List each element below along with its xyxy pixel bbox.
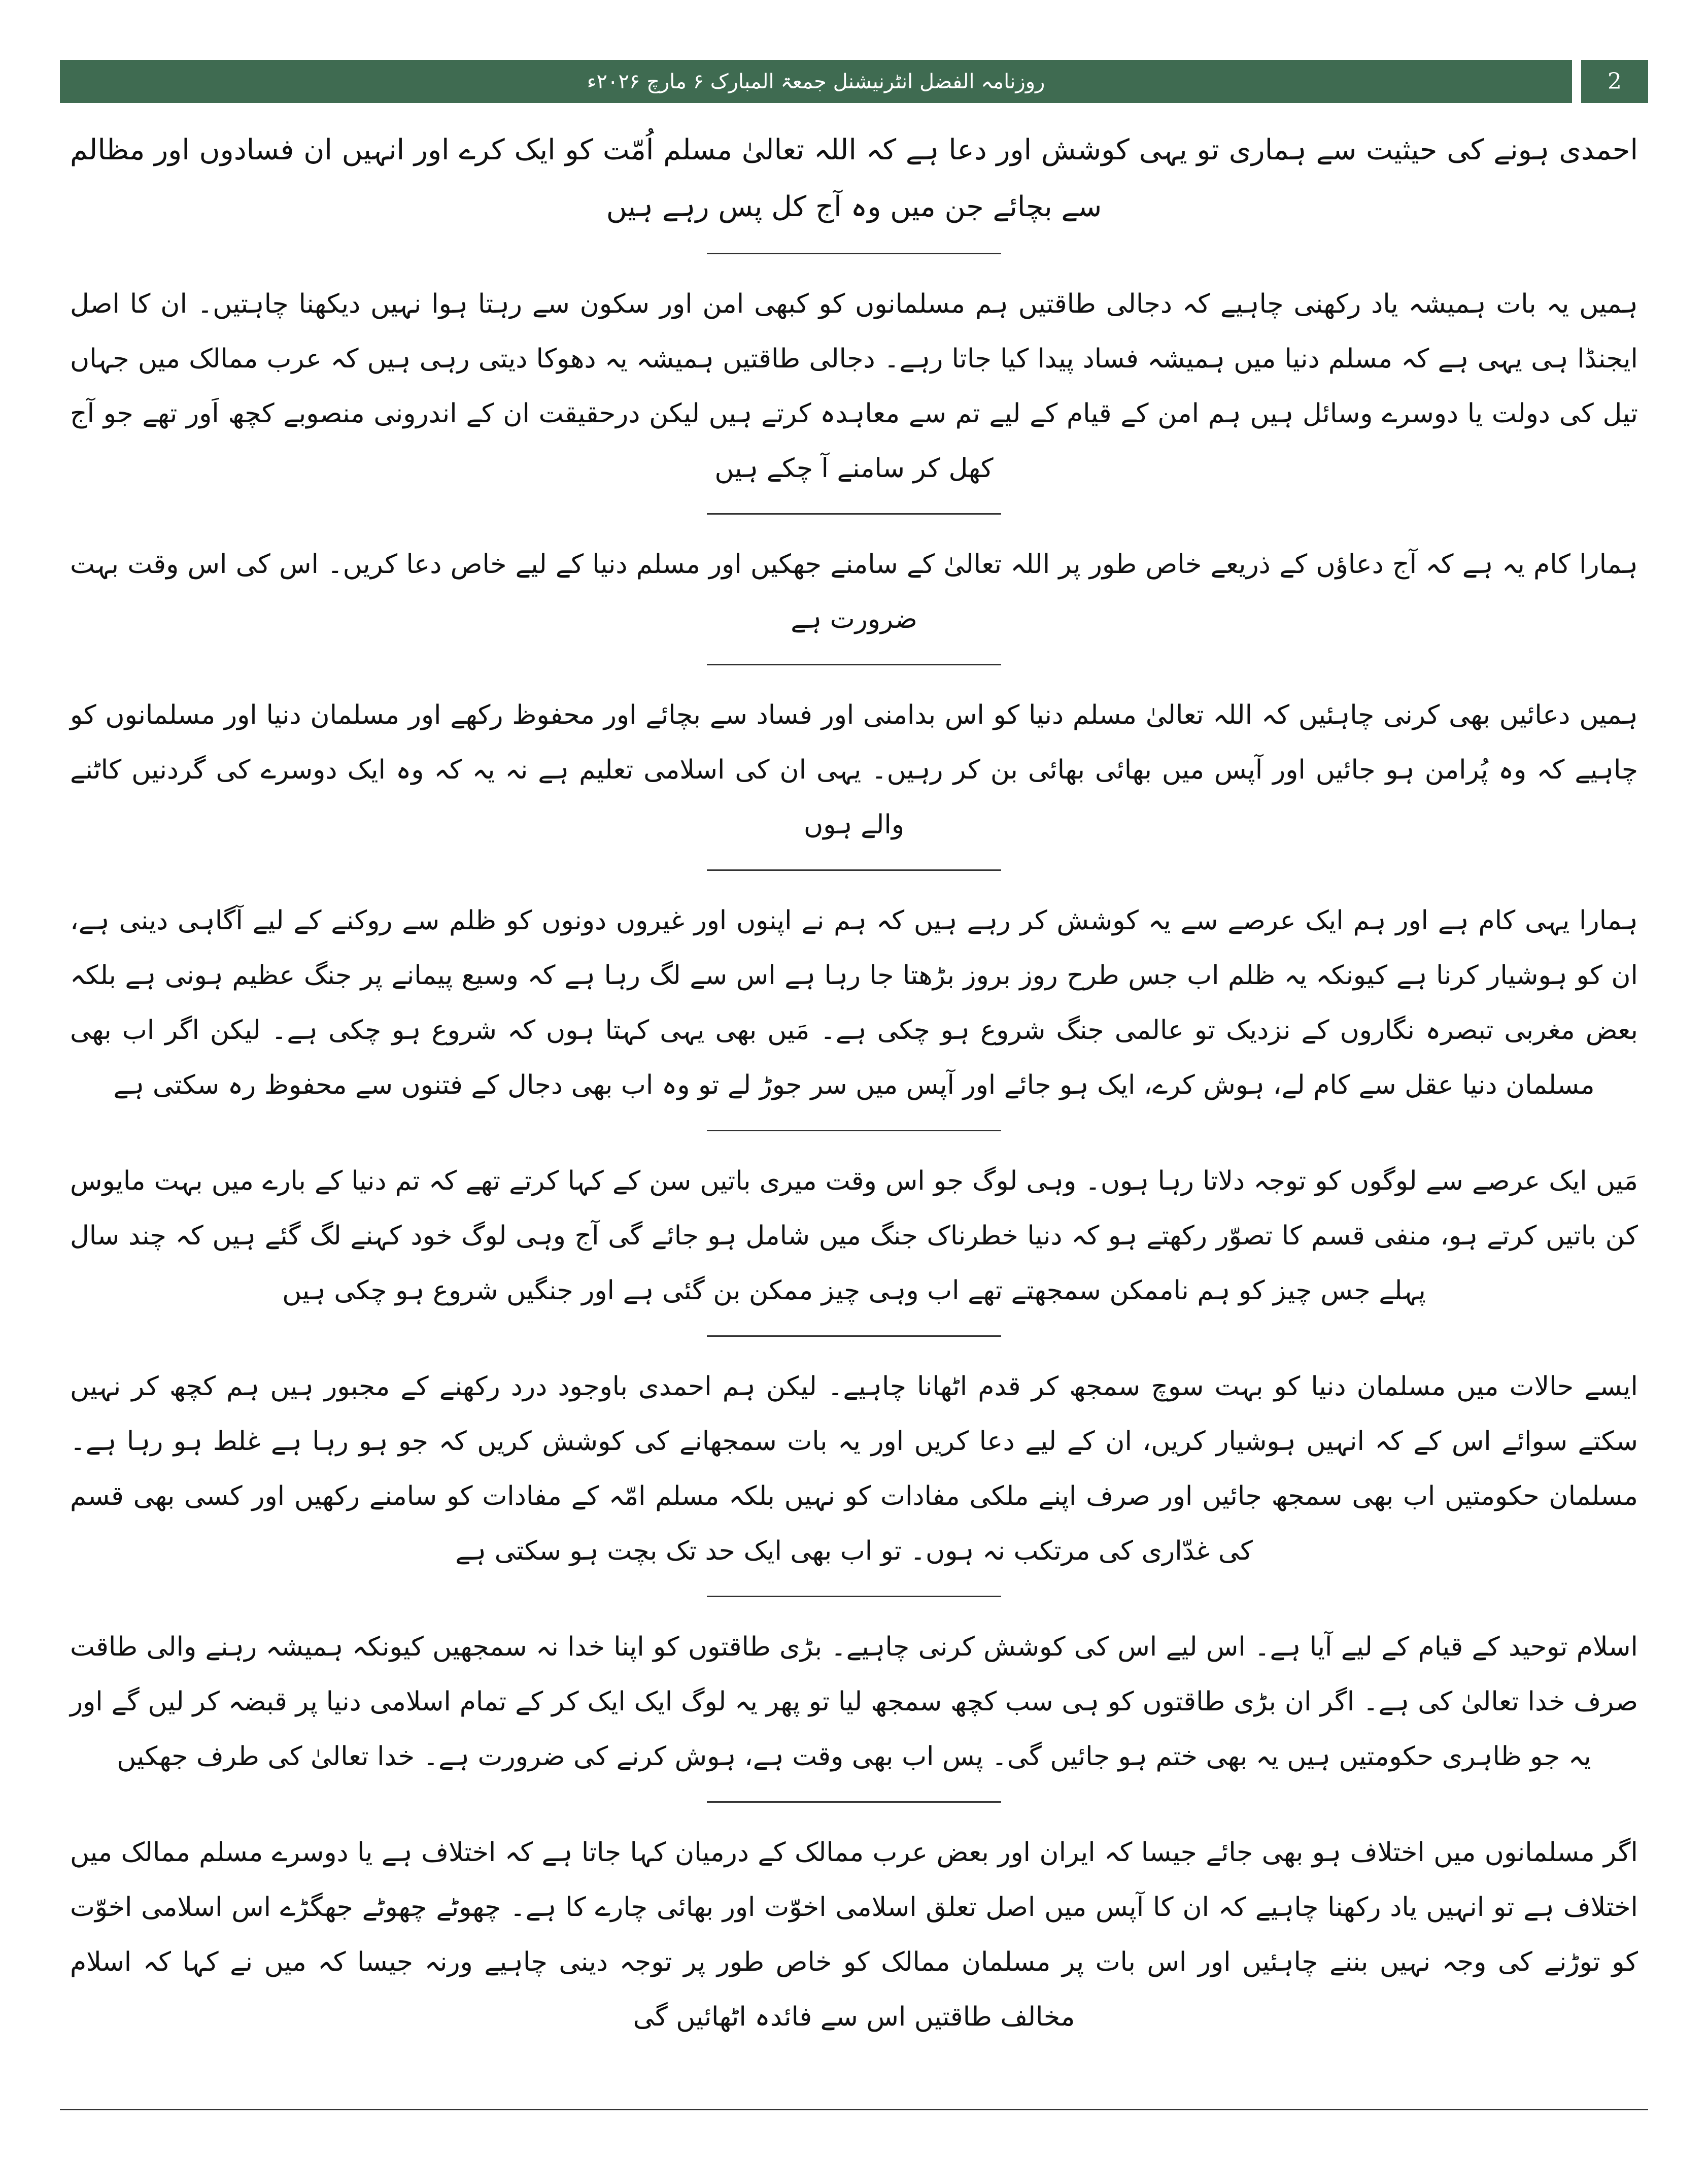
paragraph-9: اگر مسلمانوں میں اختلاف ہو بھی جائے جیسا کہ ایران اور بعض عرب ممالک کے درمیان کہا جاتا ہے کہ اختلاف ہے یا دوسرے مسلم ممالک میں اختلاف ہے تو انہیں یاد رکھنا چاہیے کہ ان کا آپس میں اصل تعلق اسلامی اخوّت اور بھائی چارے کا ہے۔ چھوٹے چھوٹے جھگڑے اس اسلامی اخوّت کو توڑنے کی وجہ نہیں بننے چاہئیں اور اس بات پر مسلمان ممالک کو خاص طور پر توجہ دینی چاہیے ورنہ جیسا کہ میں نے کہا کہ اسلام مخالف طاقتیں اس سے فائدہ اٹھائیں گی: [70, 1837, 1638, 2032]
newspaper-title-bar: [60, 60, 1572, 103]
section-divider: [707, 869, 1001, 871]
page-number-box: [1581, 60, 1648, 103]
section-divider: [707, 1801, 1001, 1803]
paragraph-2: ہمیں یہ بات ہمیشہ یاد رکھنی چاہیے کہ دجالی طاقتیں ہم مسلمانوں کو کبھی امن اور سکون سے رہتا ہوا نہیں دیکھنا چاہتیں۔ ان کا اصل ایجنڈا ہی یہی ہے کہ مسلم دنیا میں ہمیشہ فساد پیدا کیا جاتا رہے۔ دجالی طاقتیں ہمیشہ یہ دھوکا دیتی رہی ہیں کہ عرب ممالک میں جہاں تیل کی دولت یا دوسرے وسائل ہیں ہم امن کے قیام کے لیے تم سے معاہدہ کرتے ہیں لیکن درحقیقت ان کے اندرونی منصوبے کچھ اَور تھے جو آج کھل کر سامنے آ چکے ہیں: [70, 289, 1638, 484]
paragraph-1: احمدی ہونے کی حیثیت سے ہماری تو یہی کوشش اور دعا ہے کہ اللہ تعالیٰ مسلم اُمّت کو ایک کرے اور انہیں ان فسادوں اور مظالم سے بچائے جن میں وہ آج کل پس رہے ہیں: [70, 133, 1638, 223]
page-number: 2: [1608, 69, 1622, 94]
paragraph-6: مَیں ایک عرصے سے لوگوں کو توجہ دلاتا رہا ہوں۔ وہی لوگ جو اس وقت میری باتیں سن کے کہا کرتے تھے کہ تم دنیا کے بارے میں بہت مایوس کن باتیں کرتے ہو، منفی قسم کا تصوّر رکھتے ہو کہ دنیا خطرناک جنگ میں شامل ہو جائے گی آج وہی لوگ خود کہنے لگ گئے ہیں کہ چند سال پہلے جس چیز کو ہم ناممکن سمجھتے تھے اب وہی چیز ممکن بن گئی ہے اور جنگیں شروع ہو چکی ہیں: [70, 1166, 1638, 1306]
paragraph-4: ہمیں دعائیں بھی کرنی چاہئیں کہ اللہ تعالیٰ مسلم دنیا کو اس بدامنی اور فساد سے بچائے اور محفوظ رکھے اور مسلمان دنیا اور مسلمانوں کو چاہیے کہ وہ پُرامن ہو جائیں اور آپس میں بھائی بھائی بن کر رہیں۔ یہی ان کی اسلامی تعلیم ہے نہ یہ کہ وہ ایک دوسرے کی گردنیں کاٹنے والے ہوں: [70, 700, 1638, 840]
section-divider: [707, 1130, 1001, 1131]
section-divider: [707, 1596, 1001, 1597]
section-divider: [707, 513, 1001, 515]
page-header: [60, 60, 1648, 103]
paragraph-5: ہمارا یہی کام ہے اور ہم ایک عرصے سے یہ کوشش کر رہے ہیں کہ ہم نے اپنوں اور غیروں دونوں کو ظلم سے روکنے کے لیے آگاہی دینی ہے، ان کو ہوشیار کرنا ہے کیونکہ یہ ظلم اب جس طرح روز بروز بڑھتا جا رہا ہے اس سے لگ رہا ہے کہ وسیع پیمانے پر جنگ عظیم ہونی ہے بلکہ بعض مغربی تبصرہ نگاروں کے نزدیک تو عالمی جنگ شروع ہو چکی ہے۔ مَیں بھی یہی کہتا ہوں کہ شروع ہو چکی ہے۔ لیکن اگر اب بھی مسلمان دنیا عقل سے کام لے، ہوش کرے، ایک ہو جائے اور آپس میں سر جوڑ لے تو وہ اب بھی دجال کے فتنوں سے محفوظ رہ سکتی ہے: [70, 905, 1638, 1100]
footer-rule: [60, 2109, 1648, 2110]
paragraph-3: ہمارا کام یہ ہے کہ آج دعاؤں کے ذریعے خاص طور پر اللہ تعالیٰ کے سامنے جھکیں اور مسلم دنیا کے لیے خاص دعا کریں۔ اس کی اس وقت بہت ضرورت ہے: [70, 549, 1638, 634]
section-divider: [707, 253, 1001, 254]
section-divider: [707, 664, 1001, 665]
article-body: [60, 122, 1648, 2044]
paragraph-8: اسلام توحید کے قیام کے لیے آیا ہے۔ اس لیے اس کی کوشش کرنی چاہیے۔ بڑی طاقتوں کو اپنا خدا نہ سمجھیں کیونکہ ہمیشہ رہنے والی طاقت صرف خدا تعالیٰ کی ہے۔ اگر ان بڑی طاقتوں کو ہی سب کچھ سمجھ لیا تو پھر یہ لوگ ایک ایک کر کے تمام اسلامی دنیا پر قبضہ کر لیں گے اور یہ جو ظاہری حکومتیں ہیں یہ بھی ختم ہو جائیں گی۔ پس اب بھی وقت ہے، ہوش کرنے کی ضرورت ہے۔ خدا تعالیٰ کی طرف جھکیں: [70, 1632, 1638, 1772]
section-divider: [707, 1335, 1001, 1337]
paragraph-7: ایسے حالات میں مسلمان دنیا کو بہت سوچ سمجھ کر قدم اٹھانا چاہیے۔ لیکن ہم احمدی باوجود درد رکھنے کے مجبور ہیں ہم کچھ کر نہیں سکتے سوائے اس کے کہ انہیں ہوشیار کریں، ان کے لیے دعا کریں اور یہ بات سمجھانے کی کوشش کریں کہ جو ہو رہا ہے غلط ہو رہا ہے۔ مسلمان حکومتیں اب بھی سمجھ جائیں اور صرف اپنے ملکی مفادات کو نہیں بلکہ مسلم امّہ کے مفادات کو سامنے رکھیں اور کسی بھی قسم کی غدّاری کی مرتکب نہ ہوں۔ تو اب بھی ایک حد تک بچت ہو سکتی ہے: [70, 1371, 1638, 1566]
newspaper-title: روزنامہ الفضل انٹرنیشنل جمعۃ المبارک ۶ مارچ ۲۰۲۶ء: [587, 70, 1045, 93]
